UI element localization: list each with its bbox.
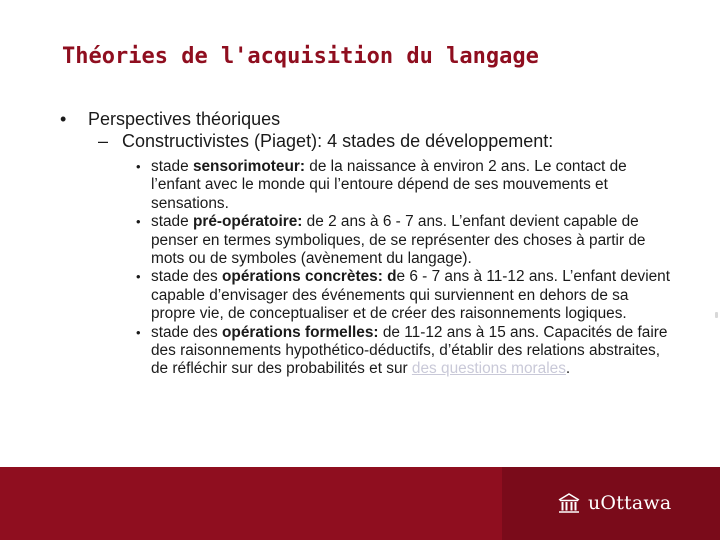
stage-text: de 2 ans à 6 - 7 ans. L’enfant devient capable de penser en termes symboliques, de se représenter des choses à partir de mots ou de symboles (avènement du langage). — [151, 213, 646, 268]
stage-bullet: • — [136, 324, 141, 340]
stage-prefix: stade — [151, 213, 193, 231]
stage-text: e 6 - 7 ans à 11-12 ans. L’enfant devient capable d’envisager des événements qui surviennent en dehors de sa propre vie, de conceptualiser et de créer des raisonnements logiques. — [151, 268, 671, 323]
stage-bullet: • — [136, 214, 141, 230]
logo-text: uOttawa — [588, 492, 672, 514]
slide-content — [60, 108, 680, 379]
stage-term: pré-opératoire: — [192, 213, 303, 231]
bullet-text: Perspectives théoriques — [88, 109, 281, 129]
dash-marker: – — [98, 131, 109, 151]
uottawa-logo — [556, 490, 671, 516]
edge-mark — [715, 312, 718, 318]
sub-bullet-constructivistes — [98, 130, 680, 152]
stage-item-sensorimoteur — [132, 158, 671, 213]
sub-bullet-text: Constructivistes (Piaget): 4 stades de développement: — [122, 131, 554, 151]
stage-prefix: stade — [151, 158, 193, 175]
stage-bullet: • — [136, 269, 141, 285]
footer-bar — [0, 467, 720, 540]
footer-logo-panel — [502, 467, 720, 540]
building-icon — [556, 490, 582, 516]
bullet-marker: • — [60, 109, 67, 129]
stage-bullet: • — [136, 159, 141, 174]
stage-item-preoperatoire — [132, 213, 671, 268]
stage-term: opérations formelles: — [222, 323, 379, 341]
stage-text: de 11-12 ans à 15 ans. Capacités de faire des raisonnements hypothético-déductifs, d’établir des relations abstraites, de réfléchir sur des probabilités et sur — [151, 323, 668, 378]
stage-term: sensorimoteur: — [192, 158, 305, 175]
link-questions-morales[interactable]: des questions morales — [411, 360, 566, 378]
stage-item-formelles — [132, 324, 671, 379]
stage-item-concretes — [132, 268, 671, 323]
stage-prefix: stade des — [151, 323, 223, 341]
stage-prefix: stade des — [151, 268, 223, 286]
stage-suffix: . — [565, 360, 571, 378]
slide-title: Théories de l'acquisition du langage — [62, 44, 539, 69]
bullet-perspectives — [60, 108, 680, 130]
stage-text: de la naissance à environ 2 ans. Le contact de l’enfant avec le monde qui l’entoure dépend de ses mouvements et sensations. — [151, 158, 627, 212]
stage-term: opérations concrètes: d — [222, 268, 397, 286]
